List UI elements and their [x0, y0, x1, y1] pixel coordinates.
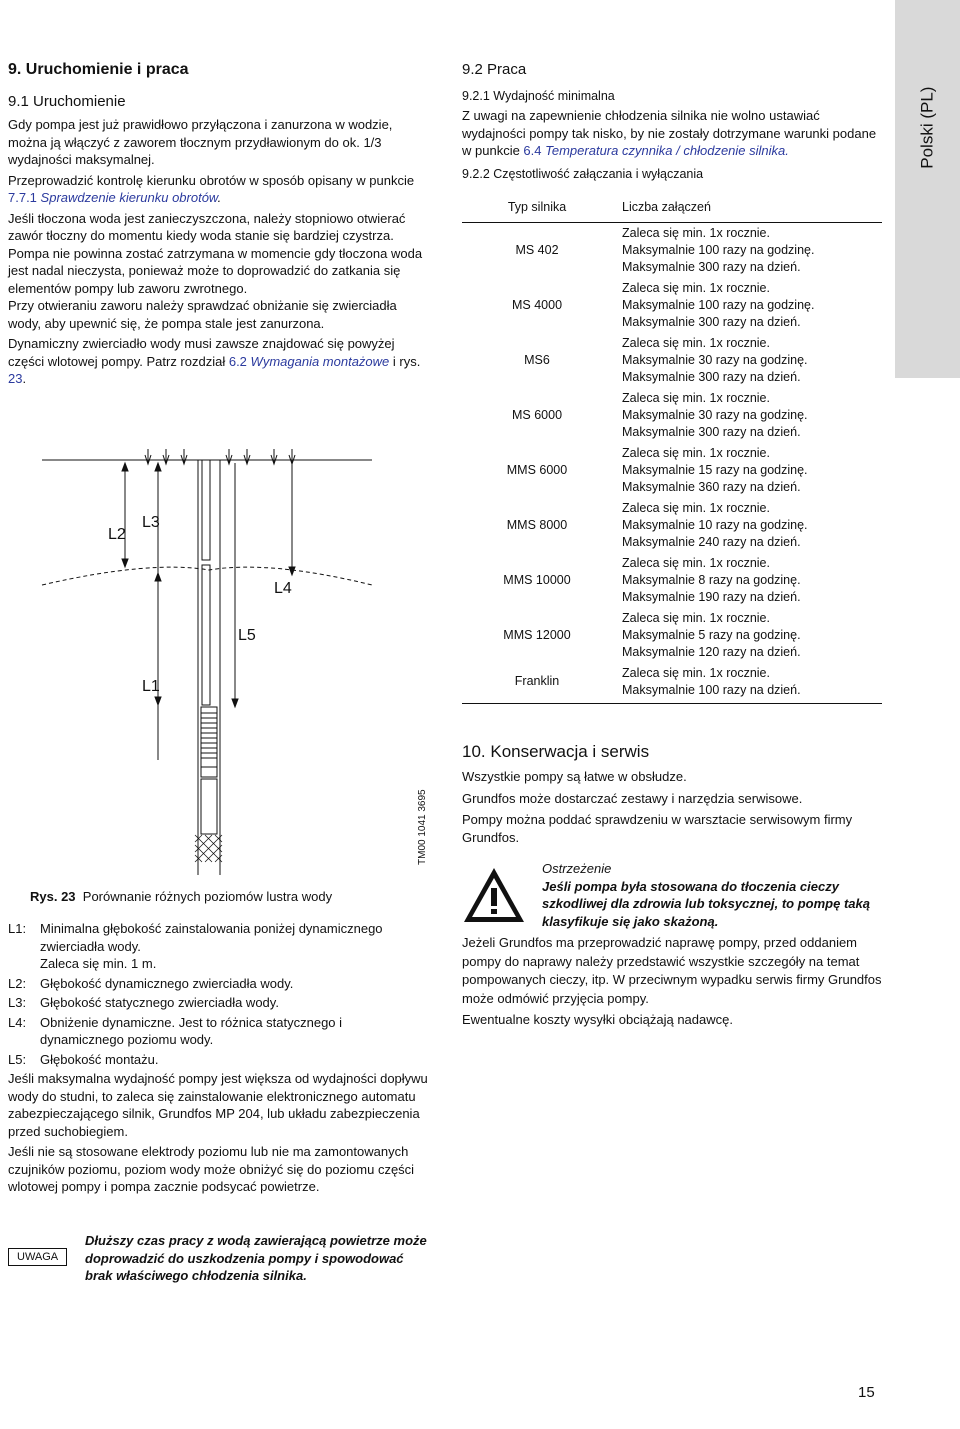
start-count — [612, 333, 882, 388]
column-header: Typ silnika — [462, 193, 612, 223]
start-count-line: Maksymalnie 360 razy na dzień. — [622, 479, 801, 494]
warning-title: Ostrzeżenie — [542, 861, 612, 876]
motor-type: MS6 — [524, 352, 550, 367]
start-count-line: Maksymalnie 240 razy na dzień. — [622, 534, 801, 549]
figure-ref-link[interactable]: 23 — [8, 371, 23, 386]
start-count — [612, 222, 882, 278]
start-count-line: Zaleca się min. 1x rocznie. — [622, 335, 770, 350]
well-figure — [30, 445, 440, 885]
start-count-line: Maksymalnie 8 razy na godzinę. — [622, 572, 801, 587]
motor-type: Franklin — [462, 663, 612, 704]
start-count-line: Maksymalnie 300 razy na dzień. — [622, 424, 801, 439]
start-count-line: Maksymalnie 300 razy na dzień. — [622, 314, 801, 329]
start-count-line: Maksymalnie 15 razy na godzinę. — [622, 462, 808, 477]
table-row — [462, 443, 882, 498]
start-count — [612, 608, 882, 663]
legend-item: L4: Obniżenie dynamiczne. Jest to różnica statycznego i dynamicznego poziomu wody. — [8, 1014, 343, 1047]
table-row — [462, 498, 882, 553]
subsection-heading: 9.1 Uruchomienie — [8, 93, 126, 110]
column-header: Liczba załączeń — [612, 193, 882, 223]
start-count-line: Zaleca się min. 1x rocznie. — [622, 225, 770, 240]
left-column — [8, 60, 428, 391]
start-count-line: Maksymalnie 30 razy na godzinę. — [622, 352, 808, 367]
label-l3: L3 — [142, 514, 160, 531]
page-number: 15 — [858, 1384, 875, 1401]
caution-text: Dłuższy czas pracy z wodą zawierającą powietrze może doprowadzić do uszkodzenia pompy i spowodować brak właściwego chłodzenia silnika. — [85, 1233, 427, 1283]
warning-text: Jeśli pompa była stosowana do tłoczenia cieczy szkodliwej dla zdrowia lub toksycznej, to pompę taką klasyfikuje się jako skażoną. — [542, 878, 870, 929]
start-count-line: Maksymalnie 300 razy na dzień. — [622, 369, 801, 384]
motor-type: MS 4000 — [511, 297, 563, 312]
start-count — [612, 553, 882, 608]
legend — [8, 920, 428, 1196]
start-count-line: Maksymalnie 10 razy na godzinę. — [622, 517, 808, 532]
start-count-line: Zaleca się min. 1x rocznie. — [622, 445, 770, 460]
paragraph: Pompy można poddać sprawdzeniu w warsztacie serwisowym firmy Grundfos. — [462, 812, 853, 845]
well-diagram — [30, 445, 440, 885]
table-row — [462, 388, 882, 443]
language-tab — [895, 0, 960, 378]
label-l1: L1 — [142, 678, 160, 695]
paragraph: Przeprowadzić kontrolę kierunku obrotów w sposób opisany w punkcie 7.7.1 Sprawdzenie kierunku obrotów. — [8, 172, 415, 205]
start-count — [612, 663, 882, 704]
paragraph: Jeśli nie są stosowane elektrody poziomu lub nie ma zamontowanych czujników poziomu, poziom wody może obniżyć się do poziomu części wlotowej pompy i pompa zacznie podsycać powietrze. — [8, 1144, 415, 1194]
warning-icon — [462, 866, 526, 924]
motor-type: MMS 6000 — [506, 462, 568, 477]
table-row — [462, 663, 882, 704]
caution-label: UWAGA — [8, 1248, 67, 1266]
cross-ref-link[interactable]: 6.2 Wymagania montażowe — [228, 353, 390, 369]
section-heading: 9.2 Praca — [462, 61, 527, 78]
figure-caption — [30, 888, 430, 906]
paragraph: Grundfos może dostarczać zestawy i narzędzia serwisowe. — [462, 790, 803, 806]
caption-number: Rys. 23 — [30, 889, 76, 904]
start-count-line: Zaleca się min. 1x rocznie. — [622, 555, 770, 570]
start-count-line: Maksymalnie 100 razy na godzinę. — [622, 297, 815, 312]
table-row — [462, 333, 882, 388]
cross-ref-link[interactable]: 6.4 Temperatura czynnika / chłodzenie silnika — [523, 143, 786, 158]
start-count-line: Maksymalnie 120 razy na dzień. — [622, 644, 801, 659]
table-row — [462, 278, 882, 333]
motor-type: MS 402 — [515, 242, 559, 257]
start-count-line: Maksymalnie 30 razy na godzinę. — [622, 407, 808, 422]
legend-item: L2: Głębokość dynamicznego zwierciadła wody. — [8, 975, 294, 991]
paragraph: Z uwagi na zapewnienie chłodzenia silnika nie wolno ustawiać wydajności pompy tak nisko, by nie zostały dotrzymane warunki podane w punkcie 6.4 Temperatura czynnika / chłodzenie silnika. — [462, 108, 877, 158]
paragraph: Jeśli tłoczona woda jest zanieczyszczona, należy stopniowo otwierać zawór tłoczny do momentu kiedy woda stanie się bardziej czystrza. Pompa nie powinna zostać zatrzymana w momencie gdy tłoczona woda jest nadal nieczysta, ponieważ może to doprowadzić do zatkania się elementów pompy lub zaworu zwrotnego. — [8, 210, 423, 296]
paragraph: Ewentualne koszty wysyłki obciążają nadawcę. — [462, 1012, 733, 1027]
start-count — [612, 498, 882, 553]
figure-code: TM00 1041 3695 — [417, 789, 428, 865]
paragraph: Dynamiczny zwierciadło wody musi zawsze znajdować się powyżej części wlotowej pompy. Patrz rozdział 6.2 Wymagania montażowe i rys. 23. — [8, 336, 421, 386]
start-count-line: Maksymalnie 100 razy na dzień. — [622, 682, 801, 697]
start-count-line: Maksymalnie 100 razy na godzinę. — [622, 242, 815, 257]
table-row — [462, 608, 882, 663]
start-count-line: Maksymalnie 5 razy na godzinę. — [622, 627, 801, 642]
motor-type: MMS 8000 — [506, 517, 568, 532]
table-row — [462, 553, 882, 608]
paragraph: Jeżeli Grundfos ma przeprowadzić naprawę pompy, przed oddaniem pompy do naprawy należy przedstawić wszystkie szczegóły na temat pompowanych cieczy, itp. W przeciwnym wypadku serwis firmy Grundfos może odmówić przyjęcia pompy. — [462, 935, 882, 1006]
paragraph: Jeśli maksymalna wydajność pompy jest większa od wydajności dopływu wody do studni, to zaleca się zainstalowanie elektronicznego automatu zabezpieczającego silnik, Grundfos MP 204, lub układu zabezpieczenia przed suchobiegiem. — [8, 1071, 428, 1139]
start-count-line: Maksymalnie 300 razy na dzień. — [622, 259, 801, 274]
start-count — [612, 443, 882, 498]
subsection-heading: 9.2.2 Częstotliwość załączania i wyłączania — [462, 166, 704, 181]
warning-block — [462, 854, 882, 934]
label-l5: L5 — [238, 627, 256, 644]
label-l4: L4 — [274, 580, 292, 597]
start-count-line: Maksymalnie 190 razy na dzień. — [622, 589, 801, 604]
subsection-heading: 9.2.1 Wydajność minimalna — [462, 89, 615, 103]
table-header — [462, 193, 882, 223]
right-column — [462, 60, 882, 704]
section-heading: 10. Konserwacja i serwis — [462, 742, 650, 761]
legend-item: L5: Głębokość montażu. — [8, 1051, 159, 1067]
motor-type: MMS 10000 — [503, 572, 571, 587]
paragraph: Przy otwieraniu zaworu należy sprawdzać obniżanie się zwierciadła wody, aby upewnić się, że pompa stale jest zanurzona. — [8, 298, 397, 331]
start-count-line: Zaleca się min. 1x rocznie. — [622, 665, 770, 680]
paragraph: Wszystkie pompy są łatwe w obsłudze. — [462, 769, 687, 784]
paragraph: Gdy pompa jest już prawidłowo przyłączona i zanurzona w wodzie, można ją włączyć z zaworem tłocznym przydławionym do ok. 1/3 wydajności maksymalnej. — [8, 117, 393, 167]
start-count — [612, 278, 882, 333]
start-count-line: Zaleca się min. 1x rocznie. — [622, 610, 770, 625]
caption-text: Porównanie różnych poziomów lustra wody — [82, 889, 333, 904]
start-count-line: Zaleca się min. 1x rocznie. — [622, 280, 770, 295]
maintenance-section — [462, 742, 882, 1029]
motor-type: MS 6000 — [511, 407, 563, 422]
section-heading: 9. Uruchomienie i praca — [8, 61, 189, 78]
cross-ref-link[interactable]: 7.7.1 Sprawdzenie kierunku obrotów — [8, 190, 218, 205]
table-row — [462, 222, 882, 278]
legend-item: L1: Minimalna głębokość zainstalowania poniżej dynamicznego zwierciadła wody. Zaleca się min. 1 m. — [8, 921, 383, 971]
motor-type: MMS 12000 — [503, 627, 571, 642]
start-count — [612, 388, 882, 443]
start-count-line: Zaleca się min. 1x rocznie. — [622, 500, 770, 515]
legend-item: L3: Głębokość statycznego zwierciadła wody. — [8, 995, 279, 1010]
start-count-line: Zaleca się min. 1x rocznie. — [622, 390, 770, 405]
language-tab-label: Polski (PL) — [917, 86, 937, 169]
switching-frequency-table — [462, 193, 882, 704]
label-l2: L2 — [108, 526, 126, 543]
